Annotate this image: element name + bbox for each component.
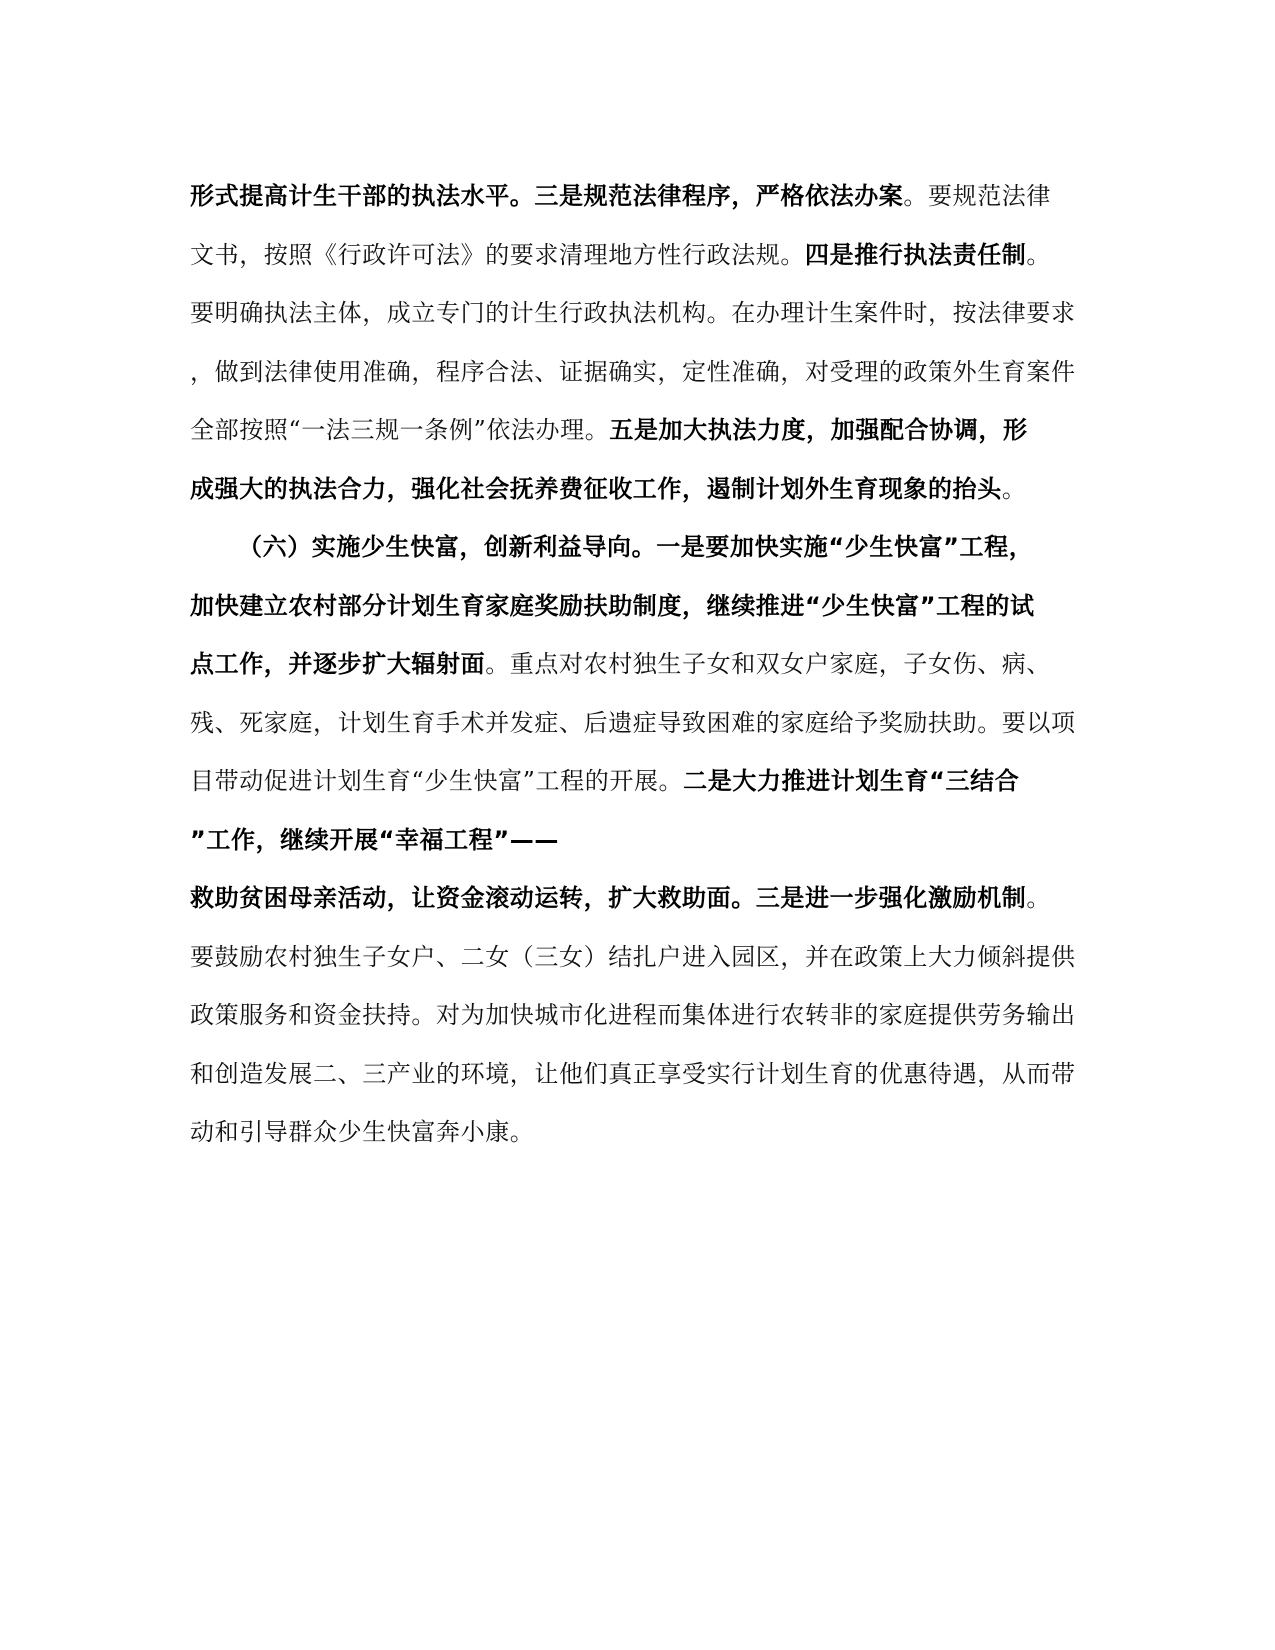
text-line <box>190 343 1095 402</box>
text-run: 。 <box>1001 474 1027 503</box>
text-line <box>190 460 1095 519</box>
bold-text-run: 成强大的执法合力，强化社会抚养费征收工作，遏制计划外生育现象的抬头 <box>190 474 1002 503</box>
text-line <box>190 1103 1095 1162</box>
text-run: 要明确执法主体，成立专门的计生行政执法机构。在办理计生案件时，按法律要求 <box>190 299 1076 327</box>
bold-text-run: 加快建立农村部分计划生育家庭奖励扶助制度，继续推进“少生快富”工程的试 <box>190 591 1035 620</box>
text-run: 。 <box>1026 884 1052 912</box>
body-text <box>190 167 1095 1162</box>
text-line <box>190 694 1095 753</box>
text-run: 文书，按照《行政许可法》的要求清理地方性行政法规。 <box>190 240 805 269</box>
text-line <box>190 811 1095 870</box>
text-line <box>190 986 1095 1045</box>
bold-text-run: ”工作，继续开展“幸福工程”—— <box>190 825 559 854</box>
bold-text-run: 四是推行执法责任制 <box>805 240 1027 269</box>
text-line <box>190 928 1095 987</box>
text-run: 残、死家庭，计划生育手术并发症、后遗症导致困难的家庭给予奖励扶助。要以项 <box>190 708 1076 737</box>
text-line <box>190 577 1095 636</box>
text-line <box>190 518 1095 577</box>
bold-text-run: 五是加大执法力度，加强配合协调，形 <box>609 416 1028 444</box>
text-run: 。要规范法律 <box>903 182 1052 210</box>
text-run: 目带动促进计划生育“少生快富”工程的开展。 <box>190 767 684 795</box>
text-line <box>190 284 1095 343</box>
text-run: 要鼓励农村独生子女户、二女（三女）结扎户进入园区，并在政策上大力倾斜提供 <box>190 942 1076 971</box>
text-line <box>190 401 1095 460</box>
text-run: 动和引导群众少生快富奔小康。 <box>190 1118 535 1146</box>
bold-text-run: 救助贫困母亲活动，让资金滚动运转，扩大救助面。三是进一步强化激励机制 <box>190 884 1027 912</box>
text-line <box>190 752 1095 811</box>
text-run: 和创造发展二、三产业的环境，让他们真正享受实行计划生育的优惠待遇，从而带 <box>190 1059 1076 1088</box>
text-run: 政策服务和资金扶持。对为加快城市化进程而集体进行农转非的家庭提供劳务输出 <box>190 1001 1076 1029</box>
text-line <box>190 167 1095 226</box>
text-line <box>190 869 1095 928</box>
text-line <box>190 1045 1095 1104</box>
text-line <box>190 226 1095 285</box>
bold-text-run: 点工作，并逐步扩大辐射面 <box>190 650 486 678</box>
text-line <box>190 635 1095 694</box>
text-run: 。重点对农村独生子女和双女户家庭，子女伤、病、 <box>485 650 1052 678</box>
text-run: 。 <box>1026 240 1052 269</box>
text-run: 全部按照“一法三规一条例”依法办理。 <box>190 416 610 444</box>
bold-text-run: （六）实施少生快富，创新利益导向。一是要加快实施“少生快富”工程， <box>238 533 1034 561</box>
bold-text-run: 二是大力推进计划生育“三结合 <box>683 767 1020 795</box>
text-run: ，做到法律使用准确，程序合法、证据确实，定性准确，对受理的政策外生育案件 <box>190 357 1076 386</box>
bold-text-run: 形式提高计生干部的执法水平。三是规范法律程序，严格依法办案 <box>190 182 904 210</box>
